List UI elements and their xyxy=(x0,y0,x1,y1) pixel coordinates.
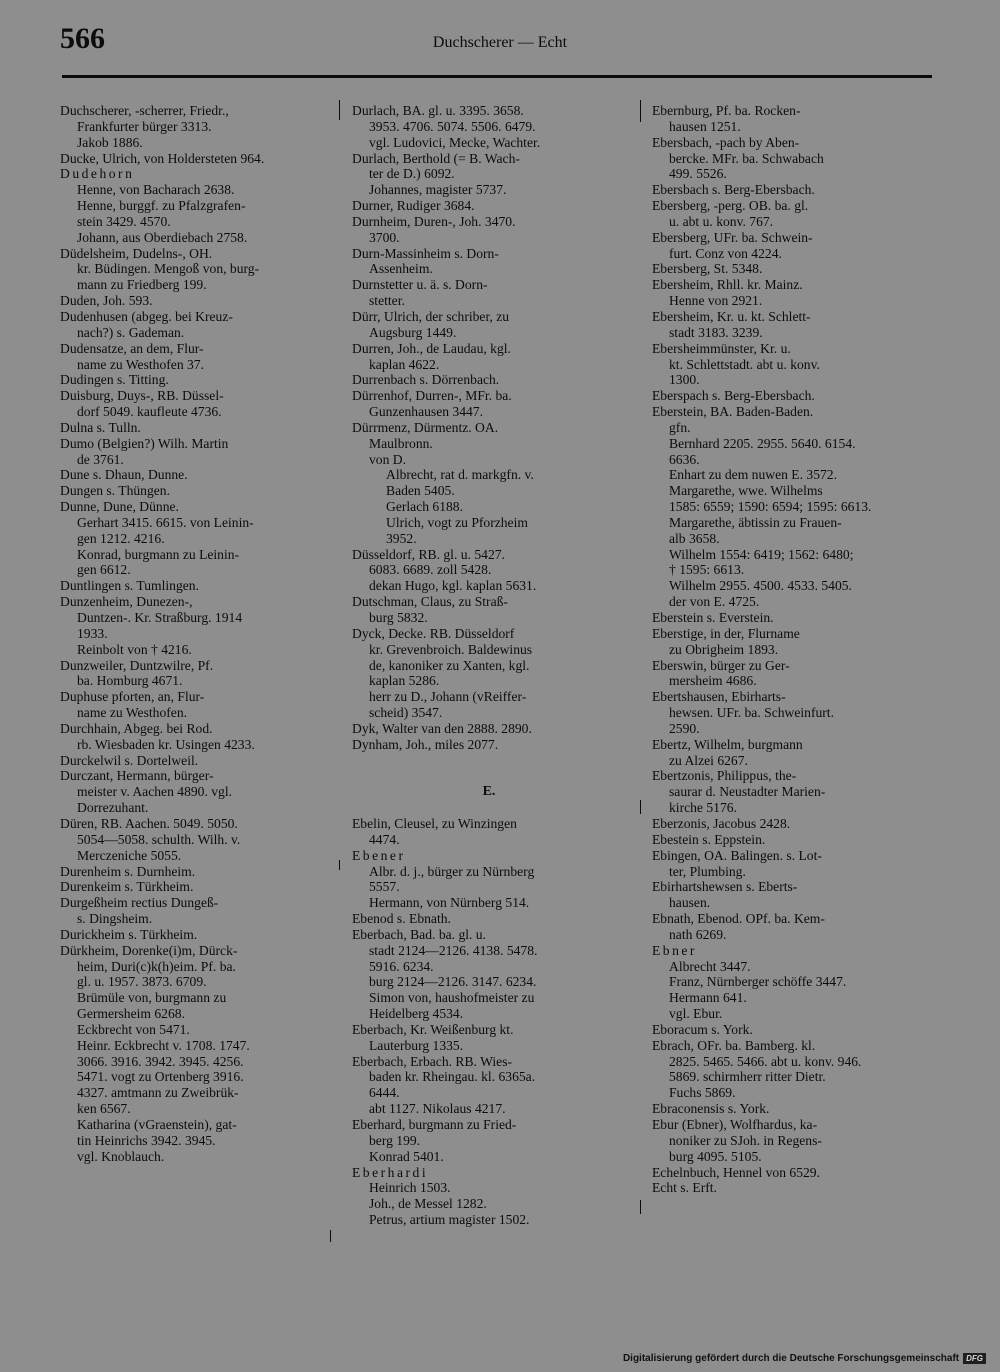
index-entry-line: Eberzonis, Jacobus 2428. xyxy=(652,815,791,831)
index-subentry-line: Simon von, haushofmeister zu xyxy=(369,990,535,1006)
index-entry-line: Durczant, Hermann, bürger- xyxy=(60,768,214,784)
index-subentry-line: 5471. vogt zu Ortenberg 3916. xyxy=(77,1069,244,1085)
index-entry-line: Eberbach, Bad. ba. gl. u. xyxy=(352,926,487,942)
index-subentry-line: † 1595: 6613. xyxy=(669,562,745,578)
index-subentry-line: Konrad, burgmann zu Leinin- xyxy=(77,546,240,562)
running-title: Duchscherer — Echt xyxy=(432,34,568,51)
index-subentry-line: Baden 5405. xyxy=(386,483,455,499)
index-subentry-line: stadt 3183. 3239. xyxy=(669,324,763,340)
index-subentry-line: 499. 5526. xyxy=(669,166,727,182)
index-subentry-line: von D. xyxy=(369,451,407,467)
index-entry-line: Ebenod s. Ebnath. xyxy=(352,911,451,927)
index-subentry-line: alb 3658. xyxy=(669,530,720,546)
index-entry-line: Dune s. Dhaun, Dunne. xyxy=(60,467,188,483)
index-entry-line: Dürr, Ulrich, der schriber, zu xyxy=(352,308,510,324)
index-subentry-line: Gerhart 3415. 6615. von Leinin- xyxy=(77,514,254,530)
index-entry-line: Düren, RB. Aachen. 5049. 5050. xyxy=(60,815,238,831)
index-subentry-line: Henne, von Bacharach 2638. xyxy=(77,182,235,198)
index-entry-line: Ebersheim, Rhll. kr. Mainz. xyxy=(652,277,803,293)
index-entry-line: Ebner xyxy=(652,942,697,958)
column-3 xyxy=(652,103,934,1196)
index-entry-line: Dudingen s. Titting. xyxy=(60,372,169,388)
index-subentry-line: vgl. Knoblauch. xyxy=(77,1148,165,1164)
index-entry-line: Durenheim s. Durnheim. xyxy=(60,863,196,879)
index-subentry-line: saurar d. Neustadter Marien- xyxy=(669,784,826,800)
index-subentry-line: Reinbolt von † 4216. xyxy=(77,641,192,657)
header-rule xyxy=(62,75,932,78)
index-entry-line: Ebersbach s. Berg-Ebersbach. xyxy=(652,182,815,198)
index-entry-line: Ebertshausen, Ebirharts- xyxy=(652,689,786,705)
index-entry-line: Durren, Joh., de Laudau, kgl. xyxy=(352,340,511,356)
index-subentry-line: hausen 1251. xyxy=(669,118,741,134)
index-subentry-line: heim, Duri(c)k(h)eim. Pf. ba. xyxy=(77,958,236,974)
index-entry-line: Ebener xyxy=(352,847,406,863)
index-subentry-line: Margarethe, äbtissin zu Frauen- xyxy=(669,514,842,530)
index-entry-line: Eberspach s. Berg-Ebersbach. xyxy=(652,388,815,404)
blank-line xyxy=(352,753,626,769)
index-subentry-line: 1933. xyxy=(77,625,108,641)
index-entry-line: Duisburg, Duys-, RB. Düssel- xyxy=(60,388,224,404)
index-subentry-line: 4327. amtmann zu Zweibrük- xyxy=(77,1085,239,1101)
index-subentry-line: Albrecht 3447. xyxy=(669,958,751,974)
index-subentry-line: 5869. schirmherr ritter Dietr. xyxy=(669,1069,826,1085)
index-subentry-line: Enhart zu dem nuwen E. 3572. xyxy=(669,467,837,483)
index-entry-line: Dunzenheim, Dunezen-, xyxy=(60,594,193,610)
index-subentry-line: gfn. xyxy=(669,419,691,435)
index-subentry-line: ba. Homburg 4671. xyxy=(77,673,183,689)
index-entry-line: Durlach, BA. gl. u. 3395. 3658. xyxy=(352,103,524,118)
index-subentry-line: burg 5832. xyxy=(369,610,428,625)
index-entry-line: Eberstein s. Everstein. xyxy=(652,610,774,625)
column-separator xyxy=(339,860,340,870)
index-entry-line: Düsseldorf, RB. gl. u. 5427. xyxy=(352,546,505,562)
index-subentry-line: Joh., de Messel 1282. xyxy=(369,1196,487,1212)
index-subentry-line: 4474. xyxy=(369,831,400,847)
index-entry-line: Düdelsheim, Dudelns-, OH. xyxy=(60,245,213,261)
index-subentry-line: 5557. xyxy=(369,879,400,895)
index-subentry-line: Margarethe, wwe. Wilhelms xyxy=(669,483,823,499)
index-subentry-line: ken 6567. xyxy=(77,1101,131,1117)
footer-credit xyxy=(623,1353,986,1364)
index-subentry-line: Hermann 641. xyxy=(669,990,747,1006)
index-subentry-line: der von E. 4725. xyxy=(669,594,760,610)
index-entry-line: Durenkeim s. Türkheim. xyxy=(60,879,194,895)
index-subentry-line: Dorrezuhant. xyxy=(77,800,149,816)
index-subentry-line: ter, Plumbing. xyxy=(669,863,746,879)
index-subentry-line: 1585: 6559; 1590: 6594; 1595: 6613. xyxy=(669,499,872,515)
index-entry-line: Ebertz, Wilhelm, burgmann xyxy=(652,736,803,752)
index-subentry-line: Johann, aus Oberdiebach 2758. xyxy=(77,229,248,245)
index-entry-line: Ebersberg, St. 5348. xyxy=(652,261,763,277)
index-subentry-line: zu Alzei 6267. xyxy=(669,752,748,768)
index-entry-line: Ebersheimmünster, Kr. u. xyxy=(652,340,791,356)
index-entry-line: Ebersberg, -perg. OB. ba. gl. xyxy=(652,198,809,214)
index-subentry-line: Konrad 5401. xyxy=(369,1148,444,1164)
index-entry-line: Ebingen, OA. Balingen. s. Lot- xyxy=(652,847,822,863)
index-entry-line: Durner, Rudiger 3684. xyxy=(352,198,475,214)
index-entry-line: Ebelin, Cleusel, zu Winzingen xyxy=(352,815,517,831)
index-subentry-line: kr. Büdingen. Mengoß von, burg- xyxy=(77,261,260,277)
index-subentry-line: burg 4095. 5105. xyxy=(669,1148,762,1164)
index-subentry-line: Henne von 2921. xyxy=(669,293,763,309)
index-entry-line: Ebraconensis s. York. xyxy=(652,1101,770,1117)
index-subentry-line: Merczeniche 5055. xyxy=(77,847,182,863)
index-subentry-line: 5054—5058. schulth. Wilh. v. xyxy=(77,831,241,847)
index-subentry-line: 3700. xyxy=(369,229,400,245)
index-subentry-line: Petrus, artium magister 1502. xyxy=(369,1212,530,1228)
index-entry-line: Dutschman, Claus, zu Straß- xyxy=(352,594,508,610)
index-entry-line: Durickheim s. Türkheim. xyxy=(60,926,198,942)
index-subentry-line: u. abt u. konv. 767. xyxy=(669,213,774,229)
index-entry-line: Eberstein, BA. Baden-Baden. xyxy=(652,404,814,420)
index-subentry-line: burg 2124—2126. 3147. 6234. xyxy=(369,974,537,990)
index-subentry-line: bercke. MFr. ba. Schwabach xyxy=(669,150,824,166)
index-subentry-line: stein 3429. 4570. xyxy=(77,213,171,229)
index-subentry-line: Brümüle von, burgmann zu xyxy=(77,990,227,1006)
index-entry-line: Eberstige, in der, Flurname xyxy=(652,625,800,641)
index-subentry-line: meister v. Aachen 4890. vgl. xyxy=(77,784,233,800)
index-subentry-line: 3952. xyxy=(386,530,417,546)
index-subentry-line: 3953. 4706. 5074. 5506. 6479. xyxy=(369,118,536,134)
index-subentry-line: kaplan 5286. xyxy=(369,673,440,689)
index-subentry-line: de 3761. xyxy=(77,451,124,467)
index-subentry-line: gen 1212. 4216. xyxy=(77,530,165,546)
index-subentry-line: Bernhard 2205. 2955. 5640. 6154. xyxy=(669,435,856,451)
index-entry-line: Eberbach, Kr. Weißenburg kt. xyxy=(352,1021,514,1037)
index-subentry-line: Jakob 1886. xyxy=(77,134,143,150)
column-2 xyxy=(352,103,626,1228)
index-subentry-line: vgl. Ebur. xyxy=(669,1006,723,1022)
index-entry-line: Ebrach, OFr. ba. Bamberg. kl. xyxy=(652,1037,816,1053)
index-subentry-line: Wilhelm 2955. 4500. 4533. 5405. xyxy=(669,578,852,594)
index-entry-line: Durchhain, Abgeg. bei Rod. xyxy=(60,720,213,736)
index-subentry-line: Augsburg 1449. xyxy=(369,324,457,340)
index-subentry-line: Eckbrecht von 5471. xyxy=(77,1021,190,1037)
index-subentry-line: Ulrich, vogt zu Pforzheim xyxy=(386,514,528,530)
index-subentry-line: scheid) 3547. xyxy=(369,705,443,721)
index-entry-line: Dunne, Dune, Dünne. xyxy=(60,499,179,515)
index-subentry-line: rb. Wiesbaden kr. Usingen 4233. xyxy=(77,736,255,752)
index-subentry-line: dekan Hugo, kgl. kaplan 5631. xyxy=(369,578,537,594)
column-separator xyxy=(640,100,641,122)
section-heading: E. xyxy=(482,784,496,800)
index-subentry-line: 3066. 3916. 3942. 3945. 4256. xyxy=(77,1053,244,1069)
index-subentry-line: Assenheim. xyxy=(369,261,433,277)
index-entry-line: Eberbach, Erbach. RB. Wies- xyxy=(352,1053,513,1069)
index-subentry-line: kaplan 4622. xyxy=(369,356,440,372)
index-subentry-line: s. Dingsheim. xyxy=(77,911,153,927)
index-subentry-line: furt. Conz von 4224. xyxy=(669,245,782,261)
index-entry-line: Dyk, Walter van den 2888. 2890. xyxy=(352,720,532,736)
column-separator xyxy=(330,1230,331,1242)
page-number: 566 xyxy=(60,22,105,55)
index-entry-line: Dyck, Decke. RB. Düsseldorf xyxy=(352,625,515,641)
index-subentry-line: 2590. xyxy=(669,720,700,736)
index-subentry-line: nach?) s. Gademan. xyxy=(77,324,185,340)
index-subentry-line: Lauterburg 1335. xyxy=(369,1037,464,1053)
index-subentry-line: Maulbronn. xyxy=(369,435,433,451)
index-entry-line: Eberhard, burgmann zu Fried- xyxy=(352,1117,517,1132)
index-subentry-line: Germersheim 6268. xyxy=(77,1006,185,1022)
index-subentry-line: Gerlach 6188. xyxy=(386,499,464,515)
index-subentry-line: name zu Westhofen. xyxy=(77,705,188,721)
index-subentry-line: herr zu D., Johann (vReiffer- xyxy=(369,689,527,705)
index-subentry-line: gen 6612. xyxy=(77,562,131,578)
index-entry-line: Dumo (Belgien?) Wilh. Martin xyxy=(60,435,229,451)
dfg-logo: DFG xyxy=(963,1353,986,1364)
index-entry-line: Ebernburg, Pf. ba. Rocken- xyxy=(652,103,801,118)
index-subentry-line: zu Obrigheim 1893. xyxy=(669,641,779,657)
index-entry-line: Dürrmenz, Dürmentz. OA. xyxy=(352,419,499,435)
index-subentry-line: Duntzen-. Kr. Straßburg. 1914 xyxy=(77,610,243,625)
index-entry-line: Durrenbach s. Dörrenbach. xyxy=(352,372,500,388)
index-subentry-line: 1300. xyxy=(669,372,700,388)
column-separator xyxy=(640,800,641,814)
column-separator xyxy=(640,1200,641,1214)
index-entry-line: Durgeßheim rectius Dungeß- xyxy=(60,895,219,911)
index-subentry-line: 6444. xyxy=(369,1085,400,1101)
index-entry-line: Echelnbuch, Hennel von 6529. xyxy=(652,1164,820,1180)
index-entry-line: Dunzweiler, Duntzwilre, Pf. xyxy=(60,657,214,673)
index-entry-line: Dürkheim, Dorenke(i)m, Dürck- xyxy=(60,942,238,958)
index-subentry-line: kt. Schlettstadt. abt u. konv. xyxy=(669,356,820,372)
index-subentry-line: Katharina (vGraenstein), gat- xyxy=(77,1117,237,1132)
index-subentry-line: 6636. xyxy=(669,451,700,467)
index-subentry-line: Wilhelm 1554: 6419; 1562: 6480; xyxy=(669,546,854,562)
index-subentry-line: noniker zu SJoh. in Regens- xyxy=(669,1132,822,1148)
column-1 xyxy=(60,103,326,1165)
index-entry-line: Duchscherer, -scherrer, Friedr., xyxy=(60,103,229,118)
index-subentry-line: berg 199. xyxy=(369,1132,421,1148)
index-subentry-line: hausen. xyxy=(669,895,711,911)
index-subentry-line: mersheim 4686. xyxy=(669,673,757,689)
index-subentry-line: nath 6269. xyxy=(669,926,727,942)
index-entry-line: Ducke, Ulrich, von Holdersteten 964. xyxy=(60,150,265,166)
index-subentry-line: vgl. Ludovici, Mecke, Wachter. xyxy=(369,134,541,150)
index-subentry-line: stetter. xyxy=(369,293,405,309)
index-subentry-line: Henne, burggf. zu Pfalzgrafen- xyxy=(77,198,246,214)
index-subentry-line: Gunzenhausen 3447. xyxy=(369,404,484,420)
index-entry-line: Ebertzonis, Philippus, the- xyxy=(652,768,797,784)
index-subentry-line: tin Heinrichs 3942. 3945. xyxy=(77,1132,216,1148)
index-subentry-line: Johannes, magister 5737. xyxy=(369,182,507,198)
index-entry-line: Durnheim, Duren-, Joh. 3470. xyxy=(352,213,516,229)
index-subentry-line: Hermann, von Nürnberg 514. xyxy=(369,895,530,911)
index-entry-line: Dudensatze, an dem, Flur- xyxy=(60,340,204,356)
index-subentry-line: de, kanoniker zu Xanten, kgl. xyxy=(369,657,530,673)
index-subentry-line: Heinrich 1503. xyxy=(369,1180,451,1196)
index-subentry-line: name zu Westhofen 37. xyxy=(77,356,205,372)
index-entry-line: Ebestein s. Eppstein. xyxy=(652,831,766,847)
index-entry-line: Ebersbach, -pach by Aben- xyxy=(652,134,800,150)
index-entry-line: Duden, Joh. 593. xyxy=(60,293,153,309)
index-subentry-line: 6083. 6689. zoll 5428. xyxy=(369,562,492,578)
index-subentry-line: kr. Grevenbroich. Baldewinus xyxy=(369,641,533,657)
blank-line xyxy=(352,800,626,816)
index-entry-line: Dudehorn xyxy=(60,166,135,182)
index-entry-line: Eboracum s. York. xyxy=(652,1021,753,1037)
index-subentry-line: Fuchs 5869. xyxy=(669,1085,736,1101)
index-entry-line: Dungen s. Thüngen. xyxy=(60,483,170,499)
index-subentry-line: Heinr. Eckbrecht v. 1708. 1747. xyxy=(77,1037,250,1053)
index-subentry-line: gl. u. 1957. 3873. 6709. xyxy=(77,974,207,990)
index-entry-line: Ebersberg, UFr. ba. Schwein- xyxy=(652,229,813,245)
index-entry-line: Ebnath, Ebenod. OPf. ba. Kem- xyxy=(652,911,825,927)
index-entry-line: Duphuse pforten, an, Flur- xyxy=(60,689,205,705)
index-subentry-line: Albr. d. j., bürger zu Nürnberg xyxy=(369,863,535,879)
index-subentry-line: Franz, Nürnberger schöffe 3447. xyxy=(669,974,847,990)
index-entry-line: Dynham, Joh., miles 2077. xyxy=(352,736,499,752)
index-subentry-line: hewsen. UFr. ba. Schweinfurt. xyxy=(669,705,834,721)
index-entry-line: Ebur (Ebner), Wolfhardus, ka- xyxy=(652,1117,818,1132)
index-entry-line: Ebirhartshewsen s. Eberts- xyxy=(652,879,798,895)
index-entry-line: Durlach, Berthold (= B. Wach- xyxy=(352,150,520,166)
index-subentry-line: Albrecht, rat d. markgfn. v. xyxy=(386,467,534,483)
index-entry-line: Eberswin, bürger zu Ger- xyxy=(652,657,790,673)
column-separator xyxy=(339,100,340,120)
index-entry-line: Echt s. Erft. xyxy=(652,1180,717,1196)
index-subentry-line: kirche 5176. xyxy=(669,800,737,816)
blank-line xyxy=(352,768,626,784)
index-subentry-line: Frankfurter bürger 3313. xyxy=(77,118,212,134)
index-entry-line: Dulna s. Tulln. xyxy=(60,419,141,435)
index-subentry-line: dorf 5049. kaufleute 4736. xyxy=(77,404,222,420)
index-entry-line: Ebersheim, Kr. u. kt. Schlett- xyxy=(652,308,811,324)
index-subentry-line: stadt 2124—2126. 4138. 5478. xyxy=(369,942,538,958)
index-subentry-line: 2825. 5465. 5466. abt u. konv. 946. xyxy=(669,1053,862,1069)
index-entry-line: Duntlingen s. Tumlingen. xyxy=(60,578,199,594)
index-entry-line: Durn-Massinheim s. Dorn- xyxy=(352,245,499,261)
index-entry-line: Durckelwil s. Dortelweil. xyxy=(60,752,199,768)
index-entry-line: Dudenhusen (abgeg. bei Kreuz- xyxy=(60,308,233,324)
index-subentry-line: mann zu Friedberg 199. xyxy=(77,277,207,293)
index-subentry-line: Heidelberg 4534. xyxy=(369,1006,464,1022)
index-subentry-line: abt 1127. Nikolaus 4217. xyxy=(369,1101,506,1117)
footer-credit-text: Digitalisierung gefördert durch die Deutsche Forschungsgemeinschaft xyxy=(622,1353,960,1364)
index-entry-line: Eberhardi xyxy=(352,1164,429,1180)
index-entry-line: Durnstetter u. ä. s. Dorn- xyxy=(352,277,488,293)
index-subentry-line: baden kr. Rheingau. kl. 6365a. xyxy=(369,1069,536,1085)
index-entry-line: Dürrenhof, Durren-, MFr. ba. xyxy=(352,388,512,404)
index-subentry-line: 5916. 6234. xyxy=(369,958,434,974)
index-subentry-line: ter de D.) 6092. xyxy=(369,166,455,182)
